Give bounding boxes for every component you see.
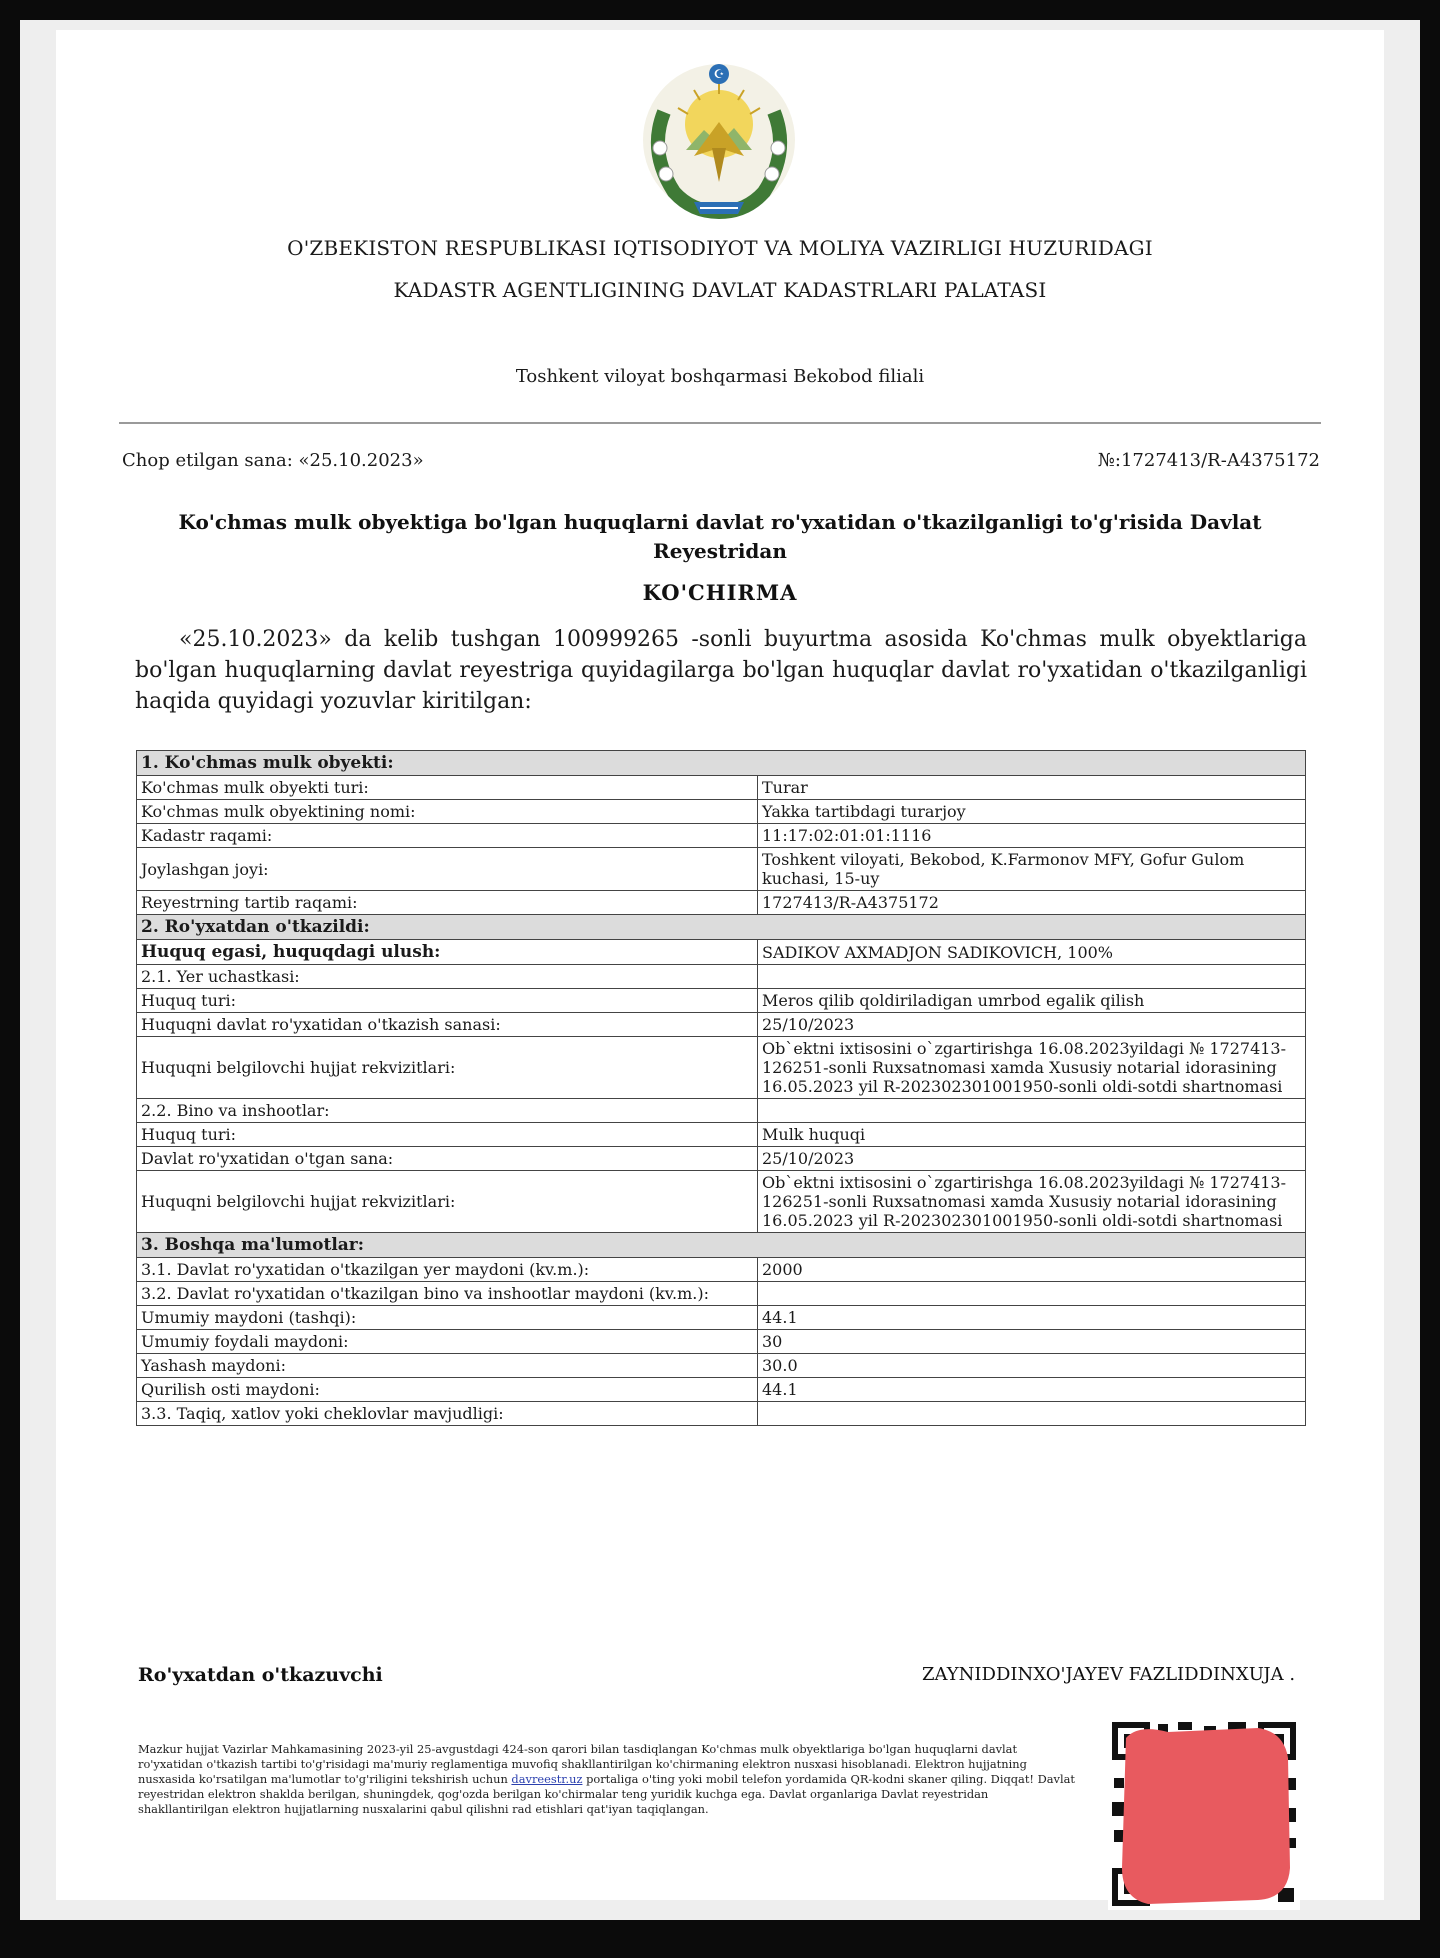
table-row <box>137 1147 1306 1171</box>
table-row <box>137 1282 1306 1306</box>
table-section-1 <box>137 751 1306 776</box>
print-date: Chop etilgan sana: «25.10.2023» <box>122 450 424 471</box>
header-org-line1: O'ZBEKISTON RESPUBLIKASI IQTISODIYOT VA MOLIYA VAZIRLIGI HUZURIDAGI <box>287 236 1153 260</box>
table-row <box>137 1013 1306 1037</box>
legal-footnote <box>138 1742 1078 1817</box>
row-value: 1727413/R-A4375172 <box>758 891 1306 915</box>
table-row <box>137 1354 1306 1378</box>
row-label: Huquqni belgilovchi hujjat rekvizitlari: <box>137 1171 758 1233</box>
table-section-3 <box>137 1233 1306 1258</box>
footnote-text-2: portaliga o'ting yoki mobil telefon yordamida QR-kodni skaner qiling. Diqqat! Davlat reyestridan elektron shaklda berilgan, shuningdek, qog'ozda berilgan ko'chirmalar teng yuridik kuchga ega. Davlat organlariga Davlat reyestridan shakllantirilgan elektron hujjatlarning nusxalarini qabul qilishni rad etishlari qat'iyan taqiqlangan. <box>138 1772 1075 1816</box>
table-row <box>137 1306 1306 1330</box>
registrar-name: ZAYNIDDINXO'JAYEV FAZLIDDINXUJA . <box>922 1664 1296 1685</box>
table-row <box>137 1099 1306 1123</box>
row-value <box>758 1099 1306 1123</box>
row-value: 25/10/2023 <box>758 1013 1306 1037</box>
row-label: Huquq egasi, huquqdagi ulush: <box>137 940 758 965</box>
intro-paragraph <box>135 624 1307 717</box>
table-row <box>137 1123 1306 1147</box>
row-label: 2.2. Bino va inshootlar: <box>137 1099 758 1123</box>
row-value: 30.0 <box>758 1354 1306 1378</box>
section-title: 3. Boshqa ma'lumotlar: <box>137 1233 1306 1258</box>
svg-text:☪: ☪ <box>713 67 725 81</box>
row-label: Umumiy maydoni (tashqi): <box>137 1306 758 1330</box>
row-label: Joylashgan joyi: <box>137 848 758 891</box>
row-label: Kadastr raqami: <box>137 824 758 848</box>
row-label: Huquq turi: <box>137 989 758 1013</box>
row-label: Huquq turi: <box>137 1123 758 1147</box>
row-value: Toshkent viloyati, Bekobod, K.Farmonov MFY, Gofur Gulom kuchasi, 15-uy <box>758 848 1306 891</box>
document-number: №:1727413/R-A4375172 <box>1097 450 1320 471</box>
footnote-text-1: Mazkur hujjat Vazirlar Mahkamasining 2023-yil 25-avgustdagi 424-son qarori bilan tasdiqlangan Ko'chmas mulk obyektlariga bo'lgan huquqlarni davlat ro'yxatidan o'tkazish tartibi to'g'risidagi ma'muriy reglamentiga muvofiq shakllantirilgan ko'chirmaning elektron nusxasi hisoblanadi. Elektron hujjatning nusxasida ko'rsatilgan ma'lumotlar to'g'riligini tekshirish uchun <box>138 1742 1027 1786</box>
bottom-bezel <box>0 1920 1440 1958</box>
row-value: Ob`ektni ixtisosini o`zgartirishga 16.08.2023yildagi № 1727413-126251-sonli Ruxsatnomasi xamda Xususiy notarial idorasining 16.05.2023 yil R-202302301001950-sonli oldi-sotdi shartnomasi <box>758 1171 1306 1233</box>
document-title-line1: Ko'chmas mulk obyektiga bo'lgan huquqlarni davlat ro'yxatidan o'tkazilganligi to'g'risida Davlat <box>178 510 1262 534</box>
row-label: Yashash maydoni: <box>137 1354 758 1378</box>
redaction-overlay <box>1122 1728 1290 1904</box>
document-sheet <box>56 30 1384 1900</box>
top-bezel <box>0 0 1440 20</box>
row-value: Yakka tartibdagi turarjoy <box>758 800 1306 824</box>
row-value: Ob`ektni ixtisosini o`zgartirishga 16.08.2023yildagi № 1727413-126251-sonli Ruxsatnomasi xamda Xususiy notarial idorasining 16.05.2023 yil R-202302301001950-sonli oldi-sotdi shartnomasi <box>758 1037 1306 1099</box>
row-value: 30 <box>758 1330 1306 1354</box>
header-org-line2: KADASTR AGENTLIGINING DAVLAT KADASTRLARI PALATASI <box>393 278 1047 302</box>
row-value: 44.1 <box>758 1378 1306 1402</box>
row-label: 3.3. Taqiq, xatlov yoki cheklovlar mavjudligi: <box>137 1402 758 1426</box>
section-title: 1. Ko'chmas mulk obyekti: <box>137 751 1306 776</box>
intro-text: «25.10.2023» da kelib tushgan 100999265 -sonli buyurtma asosida Ko'chmas mulk obyektlariga bo'lgan huquqlarning davlat reyestriga quyidagilarga bo'lgan huquqlar davlat ro'yxatidan o'tkazilganligi haqida quyidagi yozuvlar kiritilgan: <box>135 627 1307 714</box>
row-label: Reyestrning tartib raqami: <box>137 891 758 915</box>
table-row <box>137 1037 1306 1099</box>
row-value <box>758 1282 1306 1306</box>
row-value: 25/10/2023 <box>758 1147 1306 1171</box>
registrar-label: Ro'yxatdan o'tkazuvchi <box>138 1664 383 1686</box>
document-title-main: KO'CHIRMA <box>642 580 798 605</box>
row-value: Mulk huquqi <box>758 1123 1306 1147</box>
state-emblem-icon <box>634 52 804 222</box>
table-row <box>137 848 1306 891</box>
row-value: Turar <box>758 776 1306 800</box>
table-row <box>137 965 1306 989</box>
table-row <box>137 824 1306 848</box>
row-label: 3.2. Davlat ro'yxatidan o'tkazilgan bino va inshootlar maydoni (kv.m.): <box>137 1282 758 1306</box>
header-divider <box>119 422 1321 424</box>
section-title: 2. Ro'yxatdan o'tkazildi: <box>137 915 1306 940</box>
row-label: 2.1. Yer uchastkasi: <box>137 965 758 989</box>
row-value <box>758 1402 1306 1426</box>
table-row <box>137 800 1306 824</box>
table-row <box>137 1402 1306 1426</box>
table-row <box>137 776 1306 800</box>
row-label: Huquqni belgilovchi hujjat rekvizitlari: <box>137 1037 758 1099</box>
row-value <box>758 965 1306 989</box>
table-section-2 <box>137 915 1306 940</box>
table-row <box>137 1258 1306 1282</box>
document-title-line2: Reyestridan <box>653 539 787 563</box>
row-label: Ko'chmas mulk obyekti turi: <box>137 776 758 800</box>
table-row <box>137 891 1306 915</box>
table-row <box>137 1330 1306 1354</box>
row-label: Davlat ro'yxatidan o'tgan sana: <box>137 1147 758 1171</box>
table-row <box>137 940 1306 965</box>
portal-link[interactable]: davreestr.uz <box>511 1772 583 1786</box>
row-value: 11:17:02:01:01:1116 <box>758 824 1306 848</box>
qr-code-icon <box>1108 1718 1300 1910</box>
row-label: Qurilish osti maydoni: <box>137 1378 758 1402</box>
row-value: SADIKOV AXMADJON SADIKOVICH, 100% <box>758 940 1306 965</box>
row-value: 44.1 <box>758 1306 1306 1330</box>
table-row <box>137 989 1306 1013</box>
row-label: Ko'chmas mulk obyektining nomi: <box>137 800 758 824</box>
row-value: Meros qilib qoldiriladigan umrbod egalik qilish <box>758 989 1306 1013</box>
row-label: 3.1. Davlat ro'yxatidan o'tkazilgan yer maydoni (kv.m.): <box>137 1258 758 1282</box>
row-value: 2000 <box>758 1258 1306 1282</box>
registry-table <box>136 750 1306 1426</box>
row-label: Huquqni davlat ro'yxatidan o'tkazish sanasi: <box>137 1013 758 1037</box>
table-row <box>137 1171 1306 1233</box>
row-label: Umumiy foydali maydoni: <box>137 1330 758 1354</box>
table-row <box>137 1378 1306 1402</box>
header-branch: Toshkent viloyat boshqarmasi Bekobod filiali <box>515 366 925 387</box>
document-viewer[interactable] <box>20 20 1420 1920</box>
